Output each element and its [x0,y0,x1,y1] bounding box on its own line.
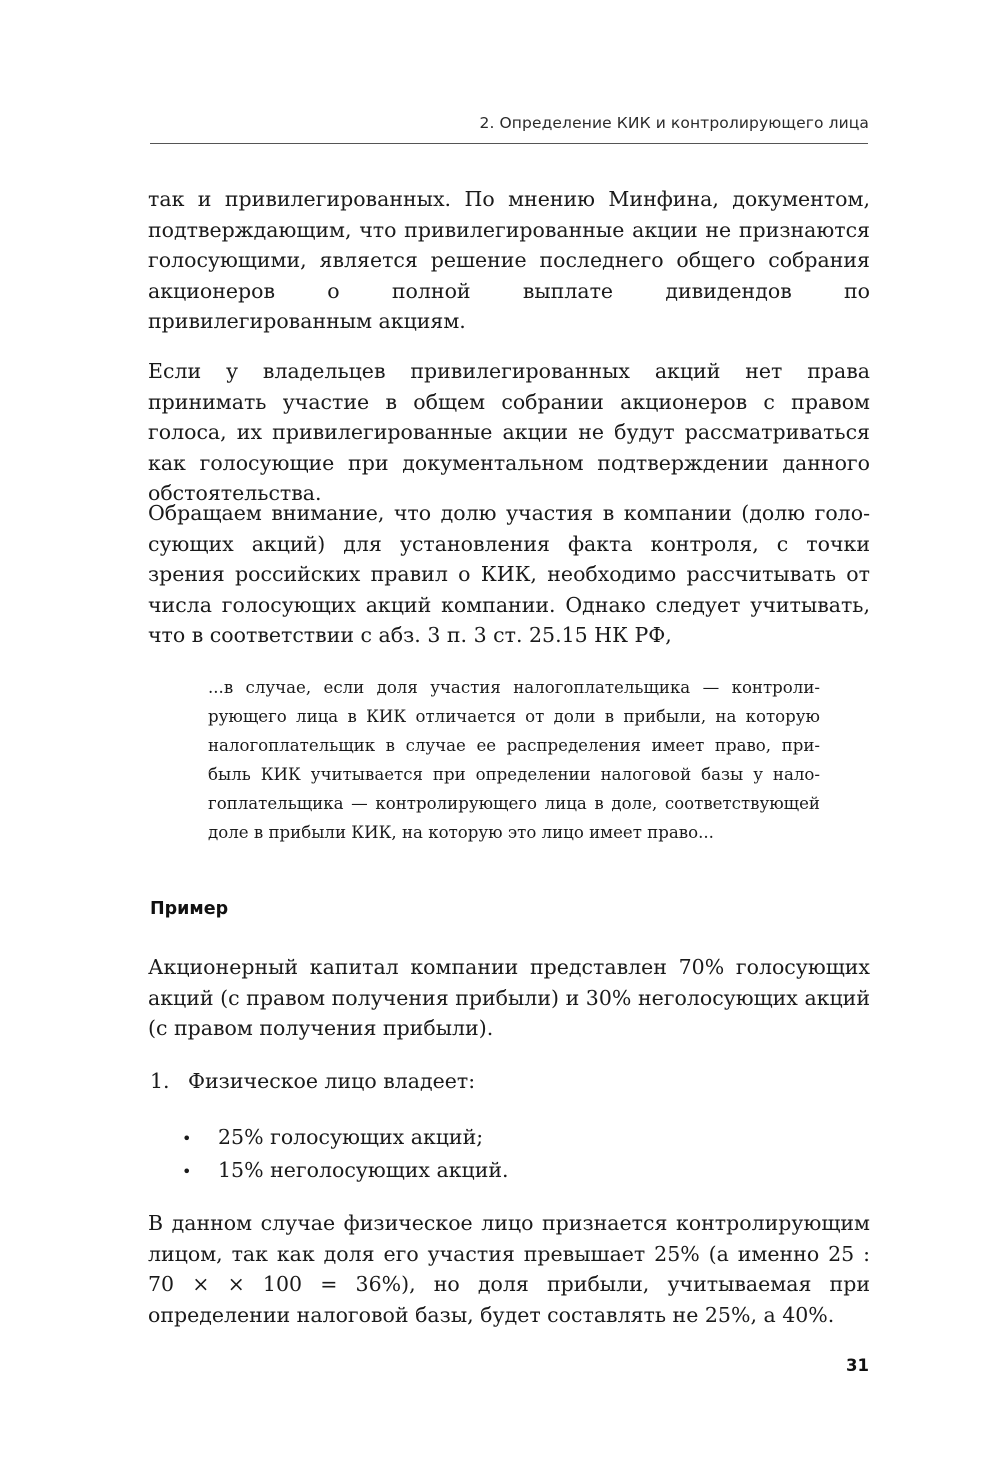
running-header-title: 2. Определение КИК и контролирующего лица [479,114,869,132]
paragraph-3-text: Обращаем внимание, что долю участия в компании (долю голосующих акций) для установления факта контроля, с точки зрения российских правил о КИК, необходимо рассчитывать от числа голосующих акций компании. Однако следует учитывать, что в соответствии с абз. 3 п. 3 ст. 25.15 НК РФ, [148,501,870,648]
example-conclusion [148,1208,870,1330]
bullet-list [182,1122,509,1187]
bullet-item [182,1155,509,1188]
paragraph-3 [148,498,870,651]
bullet-icon: • [182,1161,192,1181]
header-divider [150,143,868,144]
list-number: 1. [150,1069,170,1093]
paragraph-2 [148,356,870,509]
example-intro [148,952,870,1044]
example-conclusion-text: В данном случае физическое лицо признается контролирующим лицом, так как доля его участия превышает 25% (а именно 25 : 70 × × 100 = 36%), но доля прибыли, учитываемая при определении налоговой базы, будет составлять не 25%, а 40%. [148,1211,870,1327]
list-item-text: Физическое лицо владеет: [188,1069,476,1093]
numbered-list-item [150,1066,475,1097]
page-number: 31 [846,1356,869,1375]
paragraph-1-text: так и привилегированных. По мнению Минфина, документом, подтверждающим, что привилегированные акции не признаются голосующими, является решение последнего общего собрания акционеров о полной выплате дивидендов по привилегированным акциям. [148,187,870,334]
paragraph-1 [148,184,870,337]
example-heading: Пример [150,899,229,919]
paragraph-2-text: Если у владельцев привилегированных акций нет права принимать участие в общем собрании акционеров с правом голоса, их привилегированные акции не будут рассматриваться как голосующие при документальном подтверждении данного обстоятельства. [148,359,870,506]
bullet-text: 15% неголосующих акций. [218,1157,509,1182]
bullet-icon: • [182,1129,192,1148]
block-quote: ...в случае, если доля участия налогоплательщика — контролирующего лица в КИК отличается от доли в прибыли, на которую налогоплательщик в случае ее распределения имеет право, прибыль КИК учитывается при определении налоговой базы у налогоплательщика — контролирующего лица в доле, соответствующей доле в прибыли КИК, на которую это лицо имеет право... [208,678,820,842]
example-intro-text: Акционерный капитал компании представлен 70% голосующих акций (с правом получения прибыли) и 30% неголосующих акций (с правом получения прибыли). [148,955,870,1041]
bullet-text: 25% голосующих акций; [218,1125,484,1149]
bullet-item [182,1122,509,1155]
